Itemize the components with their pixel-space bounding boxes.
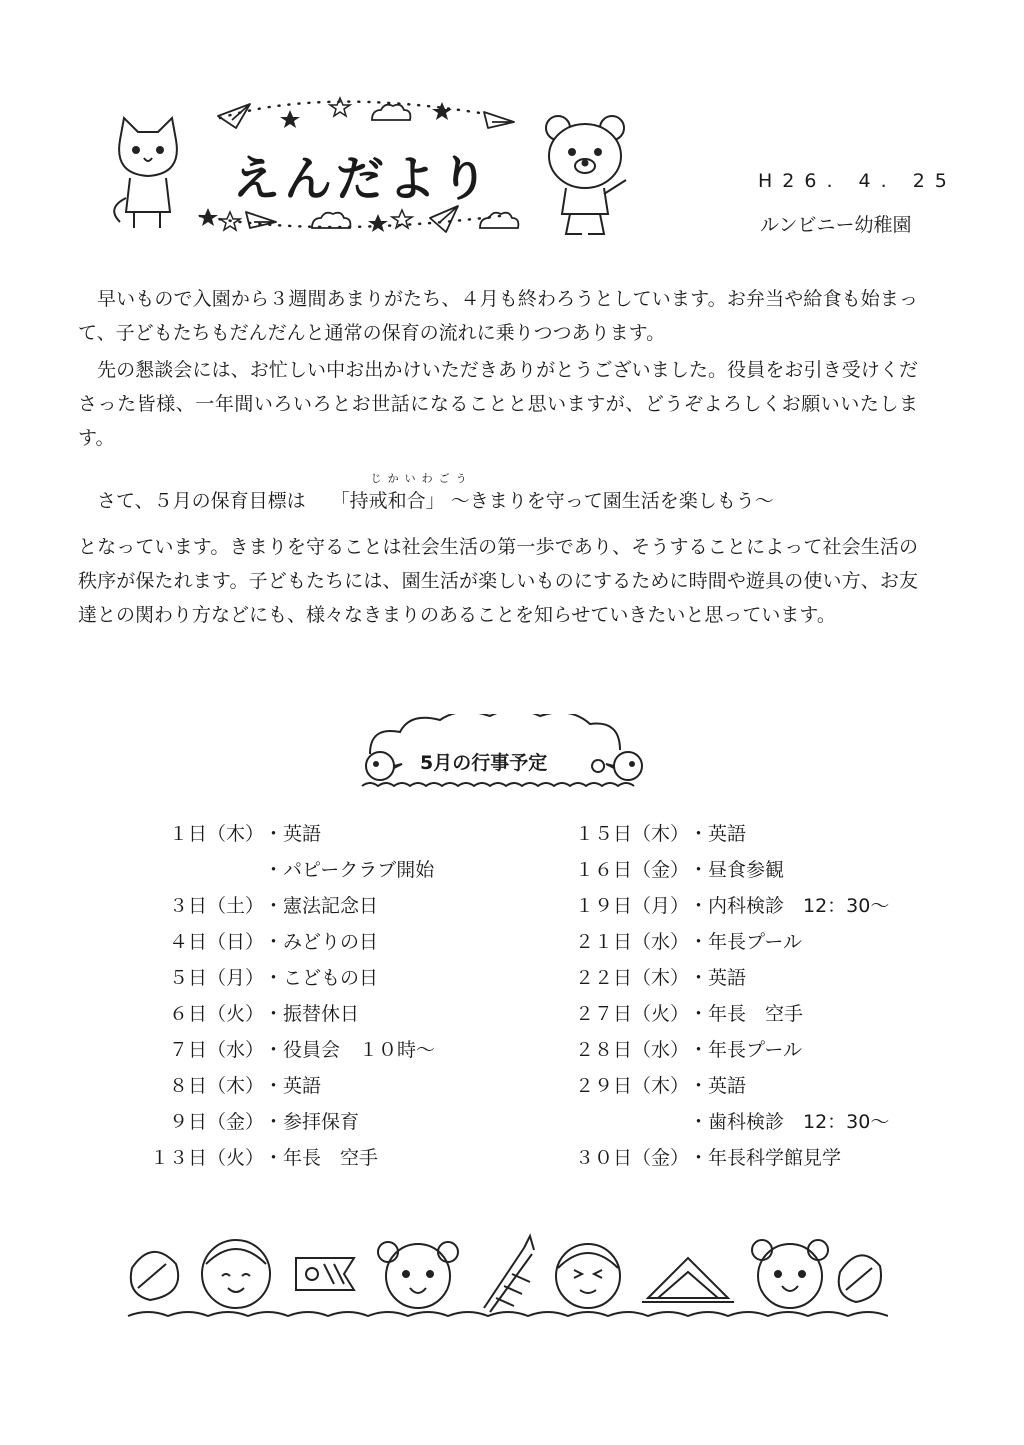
schedule-row: ７日（水） ・役員会 １０時〜 bbox=[168, 1039, 436, 1061]
footer-illustration bbox=[118, 1228, 888, 1328]
schedule-right-column bbox=[565, 816, 889, 1176]
schedule-title: 5月の行事予定 bbox=[420, 752, 548, 774]
schedule-row: ５日（月） ・こどもの日 bbox=[168, 967, 379, 989]
schedule-row: ２９日（木） ・英語 bbox=[574, 1075, 747, 1097]
schedule-row: １３日（火） ・年長 空手 bbox=[149, 1147, 379, 1169]
schedule-row: ３日（土） ・憲法記念日 bbox=[168, 895, 379, 917]
schedule-row: ・歯科検診 12：30〜 bbox=[689, 1111, 890, 1133]
intro-paragraph-1: 早いもので入園から３週間あまりがたち、４月も終わろうとしています。お弁当や給食も始まって、子どもたちもだんだんと通常の保育の流れに乗りつつあります。 bbox=[78, 288, 918, 344]
issue-date: H26. 4. 25 bbox=[758, 170, 957, 192]
schedule-row: ２２日（木） ・英語 bbox=[574, 967, 747, 989]
newsletter-title: えんだより bbox=[232, 151, 493, 207]
schedule-row: １日（木） ・英語 bbox=[168, 823, 322, 845]
goal-prefix: さて、５月の保育目標は bbox=[97, 490, 306, 512]
schedule-row: １６日（金） ・昼食参観 bbox=[574, 859, 785, 881]
goal-reading: じかいわごう bbox=[370, 472, 473, 485]
schedule-row: ２１日（水） ・年長プール bbox=[574, 931, 803, 953]
schedule-row: ８日（木） ・英語 bbox=[168, 1075, 322, 1097]
schedule-row: ４日（日） ・みどりの日 bbox=[168, 931, 379, 953]
schedule-row: ２７日（火） ・年長 空手 bbox=[574, 1003, 804, 1025]
goal-suffix: 〜きまりを守って園生活を楽しもう〜 bbox=[450, 490, 774, 512]
schedule-row: ・パピークラブ開始 bbox=[264, 859, 435, 881]
schedule-row: ３０日（金） ・年長科学館見学 bbox=[574, 1147, 842, 1169]
schedule-left-column bbox=[140, 816, 435, 1176]
schedule-row: １９日（月） ・内科検診 12：30〜 bbox=[574, 895, 890, 917]
monthly-goal-line bbox=[78, 472, 918, 518]
intro-paragraph-2: 先の懇談会には、お忙しい中お出かけいただきありがとうございました。役員をお引き受けくださった皆様、一年間いろいろとお世話になることと思いますが、どうぞよろしくお願いいたします。 bbox=[78, 359, 918, 449]
goal-term: じかいわごう 「持戒和合」 bbox=[312, 484, 445, 518]
schedule-row: １５日（木） ・英語 bbox=[574, 823, 747, 845]
schedule-row: ６日（火） ・振替休日 bbox=[168, 1003, 360, 1025]
schedule-row: ９日（金） ・参拝保育 bbox=[168, 1111, 360, 1133]
school-name: ルンビニー幼稚園 bbox=[760, 214, 912, 236]
bear-illustration bbox=[530, 110, 640, 240]
intro-paragraph-3: となっています。きまりを守ることは社会生活の第一歩であり、そうすることによって社会生活の秩序が保たれます。子どもたちには、園生活が楽しいものにするために時間や遊具の使い方、お友達との関わり方などにも、様々なきまりのあることを知らせていきたいと思っています。 bbox=[78, 536, 918, 626]
schedule-row: ２８日（水） ・年長プール bbox=[574, 1039, 803, 1061]
